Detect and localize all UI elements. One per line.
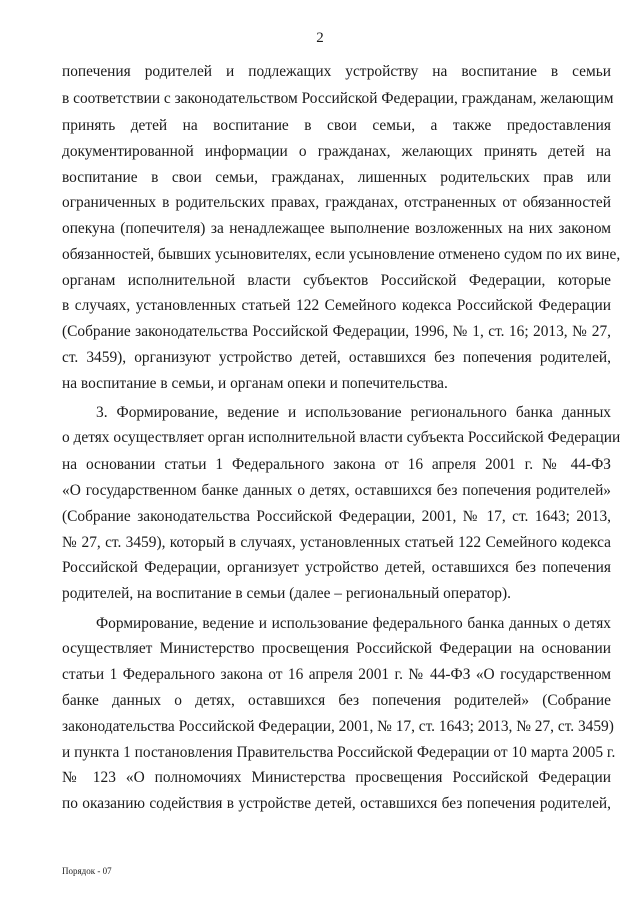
text-line: ограниченных в родительских правах, гражданах, отстраненных от обязанностей [62,194,611,211]
text-line: ст. 3459), организуют устройство детей, оставшихся без попечения родителей, [62,349,611,366]
text-line: родителей, на воспитание в семьи (далее – региональный оператор). [62,585,511,602]
text-line: по оказанию содействия в устройстве детей, оставшихся без попечения родителей, [62,795,611,812]
text-line: Формирование, ведение и использование федерального банка данных о детях [96,615,611,632]
text-line: принять детей на воспитание в свои семьи, а также предоставления [62,117,611,134]
text-line: опекуна (попечителя) за ненадлежащее выполнение возложенных на них законом [62,220,611,237]
text-line: законодательства Российской Федерации, 2001, № 17, ст. 1643; 2013, № 27, ст. 3459) [62,718,614,735]
text-line: обязанностей, бывших усыновителях, если усыновление отменено судом по их вине, [62,246,621,263]
text-line: о детях осуществляет орган исполнительной власти субъекта Российской Федерации [62,429,621,446]
text-line: банке данных о детях, оставшихся без попечения родителей» (Собрание [62,692,611,709]
text-line: (Собрание законодательства Российской Федерации, 2001, № 17, ст. 1643; 2013, [62,508,611,525]
text-line: попечения родителей и подлежащих устройству на воспитание в семьи [62,63,611,80]
text-line: на воспитание в семьи, и органам опеки и попечительства. [62,375,448,392]
text-line: документированной информации о гражданах, желающих принять детей на [62,143,611,160]
footer-label: Порядок - 07 [62,866,112,876]
text-line: органам исполнительной власти субъектов Российской Федерации, которые [62,272,611,289]
text-line: осуществляет Министерство просвещения Российской Федерации на основании [62,640,611,657]
text-line: (Собрание законодательства Российской Федерации, 1996, № 1, ст. 16; 2013, № 27, [62,323,611,340]
text-line: 3. Формирование, ведение и использование регионального банка данных [96,404,611,421]
page-number: 2 [316,30,324,46]
text-line: и пункта 1 постановления Правительства Российской Федерации от 10 марта 2005 г. [62,744,616,761]
text-line: в соответствии с законодательством Российской Федерации, гражданам, желающим [62,90,614,107]
text-line: воспитание в свои семьи, гражданах, лишенных родительских прав или [62,169,611,186]
text-line: № 123 «О полномочиях Министерства просвещения Российской Федерации [62,769,611,786]
text-line: на основании статьи 1 Федерального закона от 16 апреля 2001 г. № 44-ФЗ [62,456,611,473]
text-line: в случаях, установленных статьей 122 Семейного кодекса Российской Федерации [62,297,611,314]
text-line: Российской Федерации, организует устройство детей, оставшихся без попечения [62,559,611,576]
text-line: «О государственном банке данных о детях, оставшихся без попечения родителей» [62,482,611,499]
text-line: № 27, ст. 3459), который в случаях, установленных статьей 122 Семейного кодекса [62,534,611,551]
text-line: статьи 1 Федерального закона от 16 апреля 2001 г. № 44-ФЗ «О государственном [62,666,611,683]
